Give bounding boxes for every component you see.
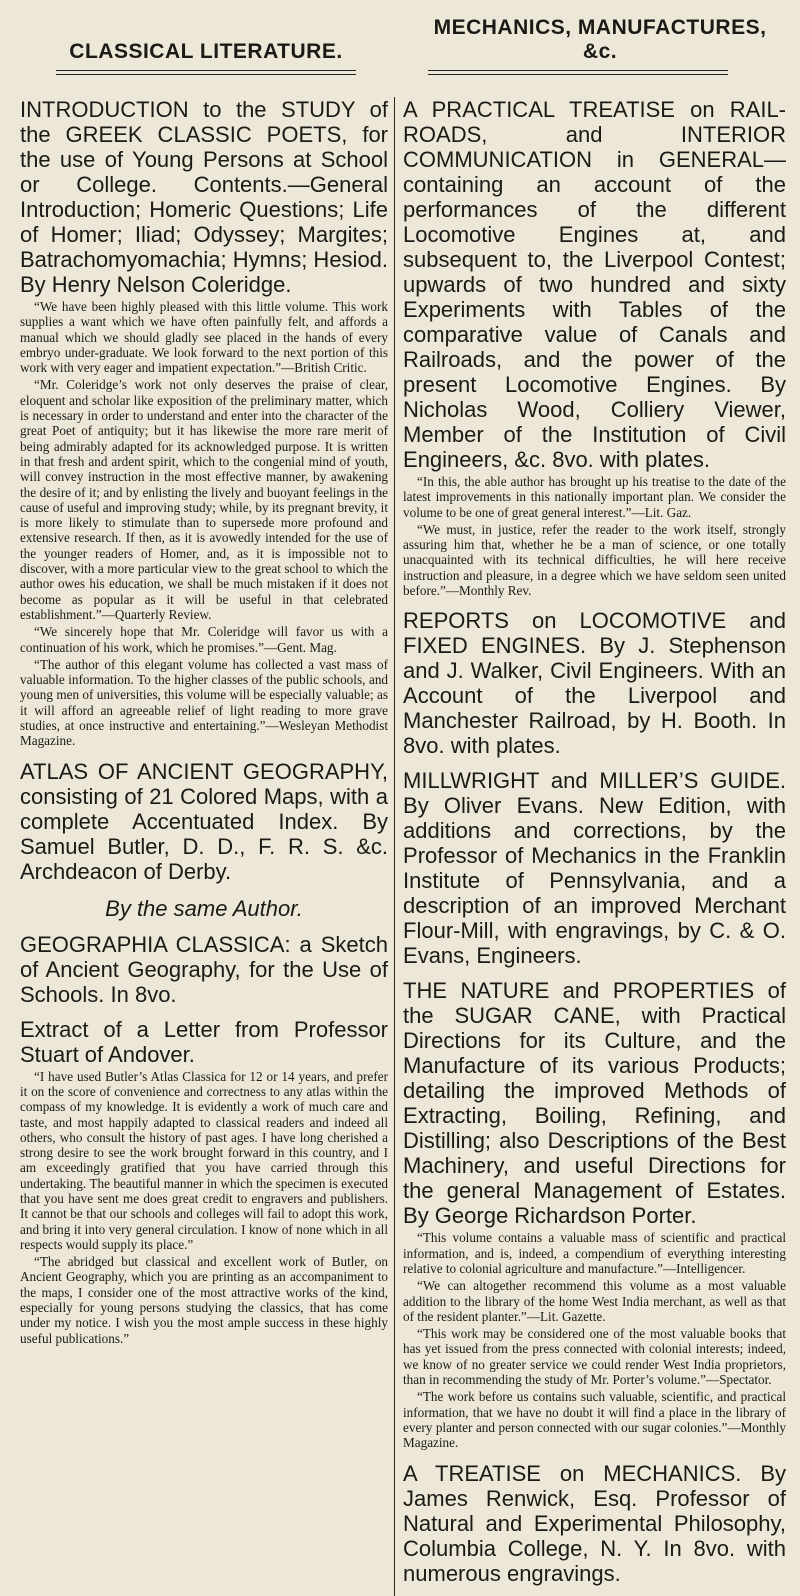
running-head-left: CLASSICAL LITERATURE. <box>69 40 343 63</box>
entry-title: Extract of a Letter from Professor Stuart of Andover. <box>20 1016 389 1067</box>
entry-title: GEOGRAPHIA CLASSICA: a Sketch of Ancient Geography, for the Use of Schools. In 8vo. <box>20 931 389 1007</box>
columns <box>20 97 786 1596</box>
entry-letter <box>20 1017 388 1346</box>
review-blurb: “This volume contains a valuable mass of scientific and practical information, and is, indeed, a compendium of everything interesting relative to colonial agriculture and manufacture.”—Intelligencer. <box>403 1230 786 1276</box>
review-blurb: “Mr. Coleridge’s work not only deserves the praise of clear, eloquent and scholar like exposition of the preliminary matter, which is necessary in order to understand and enter into the character of the great Poet of antiquity; but it has likewise the more rare merit of being admirably adapted for its acknowledged purpose. It is written in that fresh and ardent spirit, which to the congenial mind of youth, will convey instruction in the most effective manner, by awakening the desire of it; and by enlisting the lively and buoyant feelings in the cause of useful and improving study; while, by its pregnant brevity, it is more likely to stimulate than to supersede more profound and extensive research. If then, as it is avowedly intended for the use of the younger readers of Homer, and, as it is impossible not to discover, with a more particular view to the great school to which the author owes his education, we shall be much mistaken if it does not become as popular as it will be useful in that celebrated establishment.”—Quarterly Review. <box>20 377 389 622</box>
review-blurb: “This work may be considered one of the most valuable books that has yet issued from the press connected with colonial interests; indeed, we know of no greater service we could render West India proprietors, than in recommending the study of Mr. Porter’s volume.”—Spectator. <box>403 1326 786 1388</box>
entry-atlas <box>20 759 388 884</box>
running-heads <box>20 16 786 64</box>
review-blurb: “We have been highly pleased with this little volume. This work supplies a want which we have often painfully felt, and affords a manual which we should gladly see placed in the hands of every embryo under-graduate. We look forward to the next portion of this work with very eager and impatient expectation.”—British Critic. <box>20 299 389 376</box>
entry-mechanics <box>403 1461 786 1586</box>
review-blurb: “We sincerely hope that Mr. Coleridge will favor us with a continuation of his work, which he promises.”—Gent. Mag. <box>20 624 389 655</box>
left-column <box>20 97 394 1596</box>
entry-title: ATLAS OF ANCIENT GEOGRAPHY, consisting of 21 Colored Maps, with a complete Accentuated Index. By Samuel Butler, D. D., F. R. S. &c. Archdeacon of Derby. <box>20 758 389 884</box>
review-blurb: “The work before us contains such valuable, scientific, and practical information, that we have no doubt it will find a place in the library of every planter and person connected with our sugar colonies.”—Monthly Magazine. <box>403 1389 786 1451</box>
sub-heading: By the same Author. <box>105 895 303 921</box>
header-rule-left <box>56 70 356 75</box>
review-blurb: “We can altogether recommend this volume as a most valuable addition to the library of the home West India merchant, as well as that of the resident planter.”—Lit. Gazette. <box>403 1278 786 1324</box>
header-rule-right <box>428 70 728 75</box>
review-blurb: “The author of this elegant volume has collected a vast mass of valuable information. To the higher classes of the public schools, and young men of universities, this volume will be especially valuable; as it will afford an agreeable relief of light reading to more grave studies, at once instructive and entertaining.”—Wesleyan Methodist Magazine. <box>20 656 389 749</box>
entry-reports <box>403 608 786 758</box>
review-blurb: “In this, the able author has brought up his treatise to the date of the latest improvements in this nationally important plan. We consider the volume to be one of great general interest.”—Lit. Gaz. <box>403 474 786 520</box>
letter-paragraph: “I have used Butler’s Atlas Classica for 12 or 14 years, and prefer it on the score of convenience and correctness to any atlas within the compass of my knowledge. It is evidently a work of much care and taste, and most happily adapted to classical readers and indeed all others, who consult the history of past ages. I have long cherished a strong desire to see the work brought forward in this country, and I am exceedingly gratified that you have carried through this undertaking. The beautiful manner in which the specimen is executed that you have sent me does great credit to engravers and publishers. It cannot be that our schools and colleges will fail to adopt this work, and bring it into very general circulation. I know of none which in all respects would supply its place.” <box>20 1068 389 1252</box>
review-blurb: “We must, in justice, refer the reader to the work itself, strongly assuring him that, whether he be a man of science, or one totally unacquainted with its technical difficulties, he will here receive instruction and pleasure, in a degree which we have seldom seen united before.”—Monthly Rev. <box>403 521 786 599</box>
entry-railroads <box>403 97 786 598</box>
entry-title: THE NATURE and PROPERTIES of the SUGAR CANE, with Practical Directions for its Culture, and the Manufacture of its various Products; detailing the improved Methods of Extracting, Boiling, Refining, and Distilling; also Descriptions of the Best Machinery, and useful Directions for the general Management of Estates. By George Richardson Porter. <box>403 978 786 1229</box>
entry-title: A PRACTICAL TREATISE on RAIL-ROADS, and INTERIOR COMMUNICATION in GENERAL—containing an account of the performances of the different Locomotive Engines at, and subsequent to, the Liverpool Contest; upwards of two hundred and sixty Experiments with Tables of the comparative value of Canals and Railroads, and the power of the present Locomotive Engines. By Nicholas Wood, Colliery Viewer, Member of the Institution of Civil Engineers, &c. 8vo. with plates. <box>403 97 786 472</box>
letter-paragraph: “The abridged but classical and excellent work of Butler, on Ancient Geography, which you are printing as an accompaniment to the maps, I consider one of the most attractive works of the kind, especially for young persons studying the classics, that has come under my notice. I wish you the most ample success in these highly useful publications.” <box>20 1254 389 1346</box>
entry-sugar-cane <box>403 978 786 1450</box>
entry-greek-poets <box>20 97 388 749</box>
entry-geographia <box>20 932 388 1007</box>
right-column <box>395 97 786 1596</box>
running-head-right: MECHANICS, MANUFACTURES, &c. <box>433 16 767 63</box>
entry-millwright <box>403 768 786 968</box>
entry-title: A TREATISE on MECHANICS. By James Renwick, Esq. Professor of Natural and Experimental Philosophy, Columbia College, N. Y. In 8vo. with numerous engravings. <box>403 1460 786 1586</box>
entry-title: INTRODUCTION to the STUDY of the GREEK CLASSIC POETS, for the use of Young Persons at School or College. Contents.—General Introduction; Homeric Questions; Life of Homer; Iliad; Odyssey; Margites; Batrachomyomachia; Hymns; Hesiod. By Henry Nelson Coleridge. <box>20 97 389 297</box>
entry-title: REPORTS on LOCOMOTIVE and FIXED ENGINES. By J. Stephenson and J. Walker, Civil Engineers. With an Account of the Liverpool and Manchester Railroad, by H. Booth. In 8vo. with plates. <box>403 608 786 759</box>
entry-title: MILLWRIGHT and MILLER’S GUIDE. By Oliver Evans. New Edition, with additions and corrections, by the Professor of Mechanics in the Franklin Institute of Pennsylvania, and a description of an improved Merchant Flour-Mill, with engravings, by C. & O. Evans, Engineers. <box>403 768 786 969</box>
header-rules <box>20 70 786 75</box>
